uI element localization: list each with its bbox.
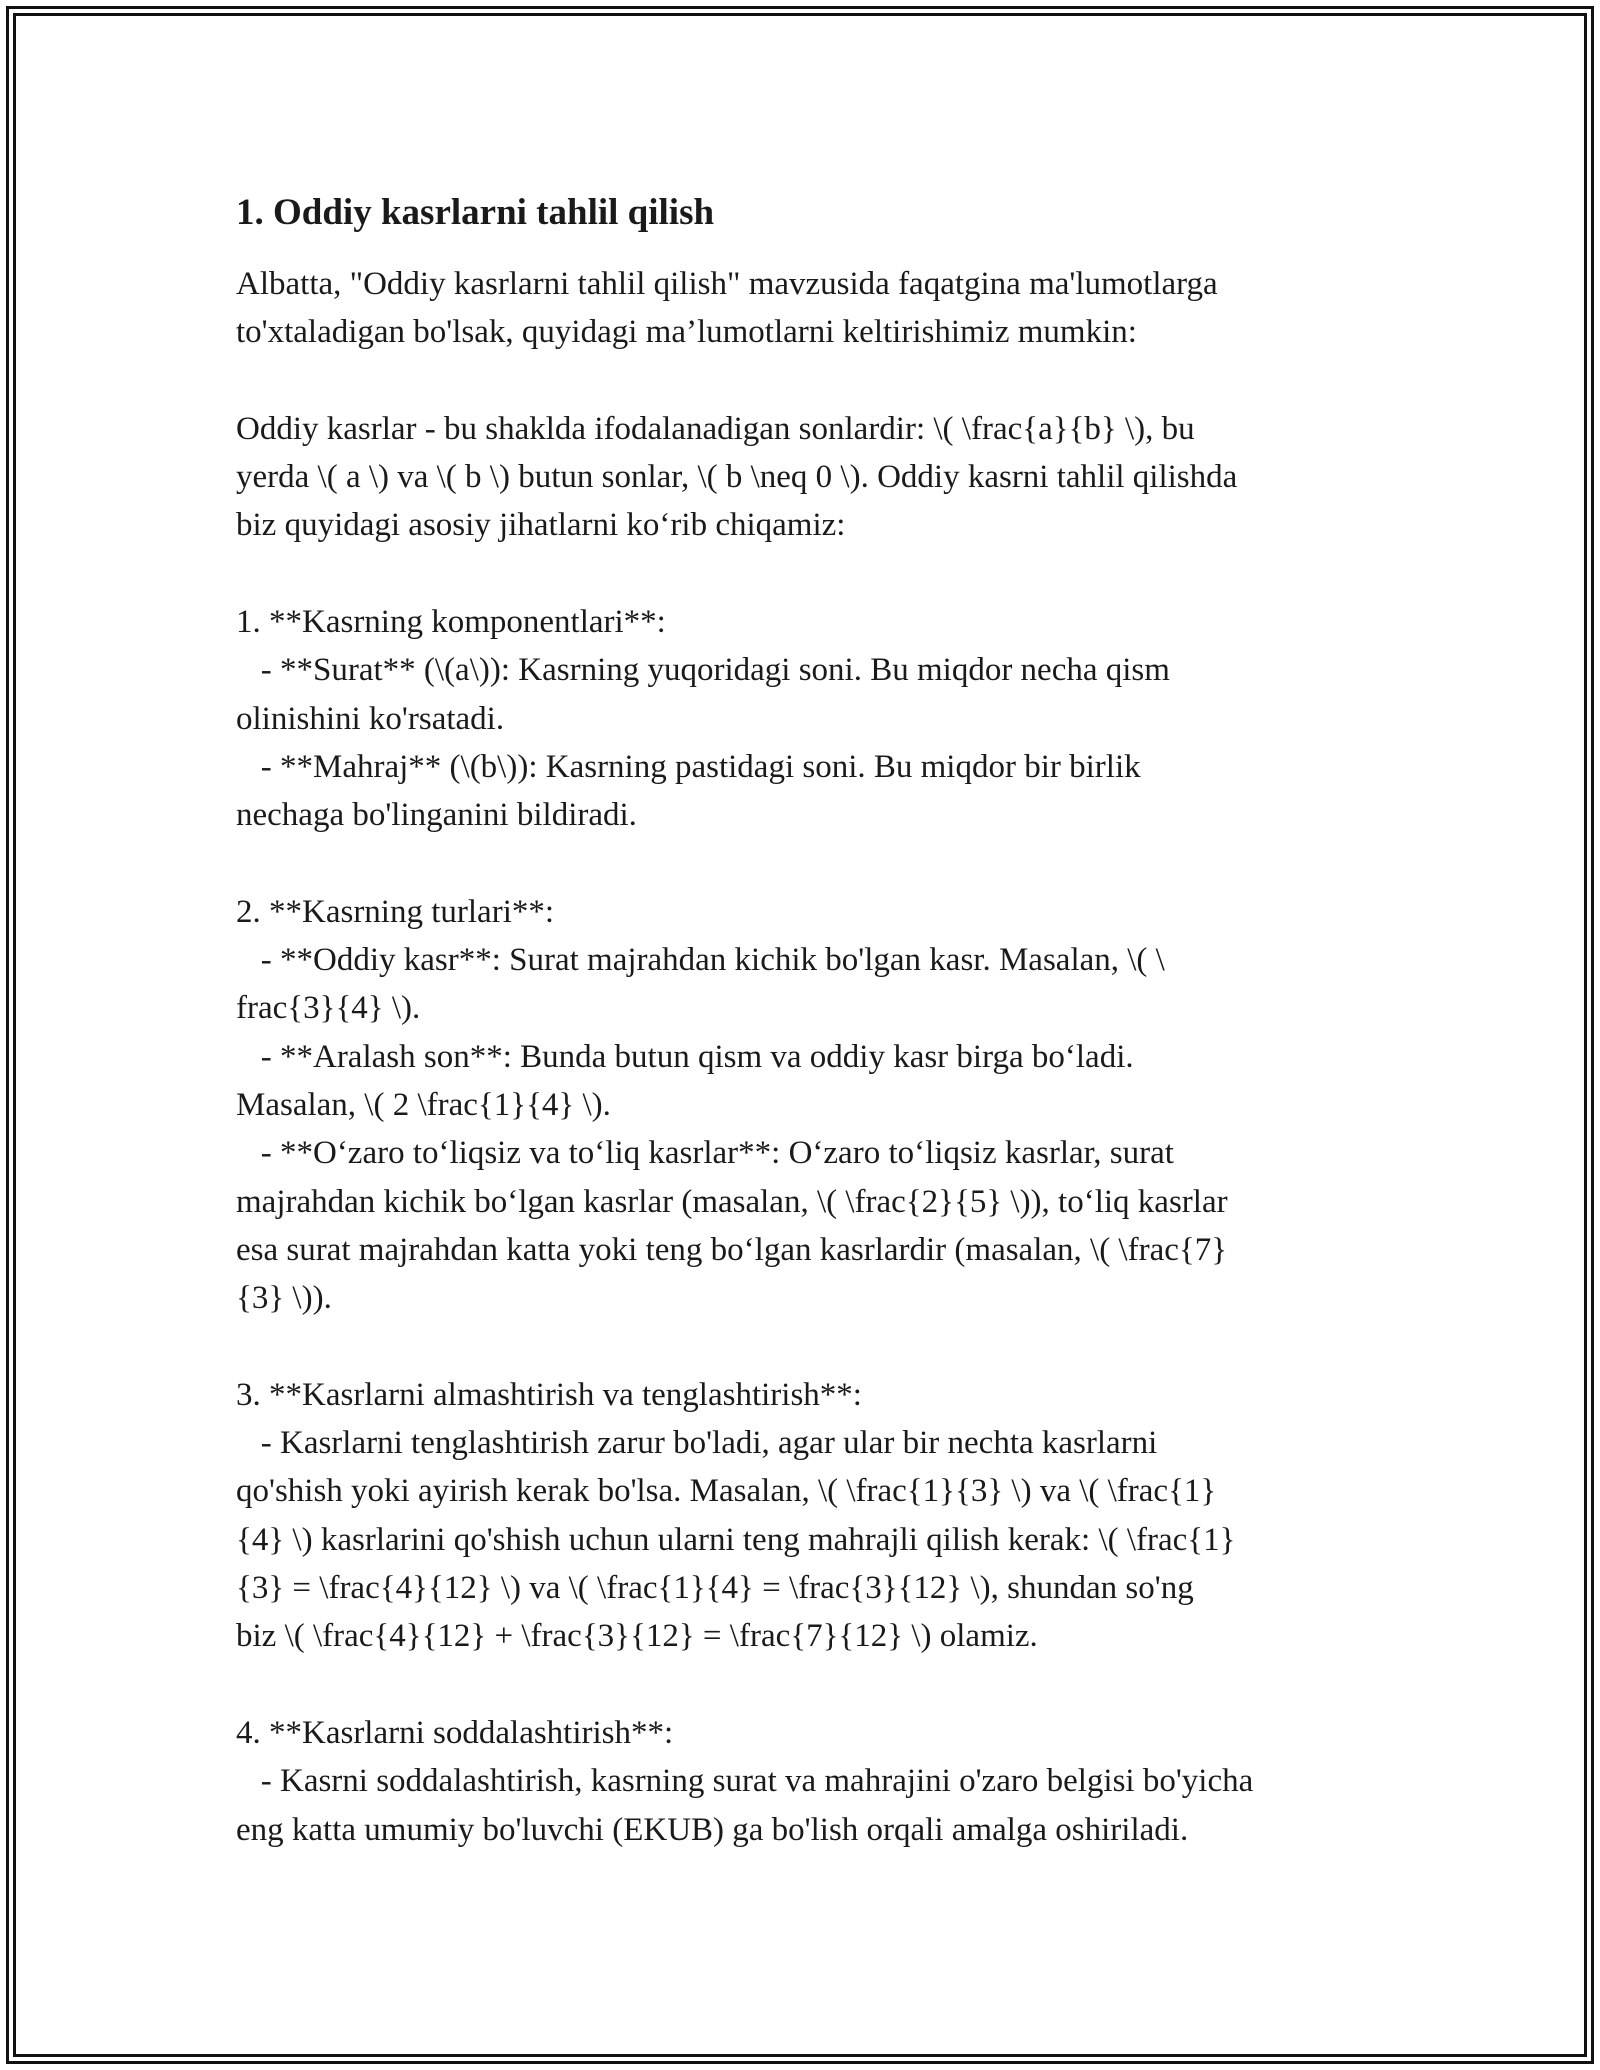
document-content (236, 188, 1376, 1854)
document-title: 1. Oddiy kasrlarni tahlil qilish (236, 192, 715, 233)
document-body: Albatta, "Oddiy kasrlarni tahlil qilish" mavzusida faqatgina ma'lumotlarga to'xtaladigan bo'lsak, quyidagi ma’lumotlarni keltirishimiz mumkin: Oddiy kasrlar - bu shaklda ifodalanadigan sonlardir: \( \frac{a}{b} \), bu yerda \( a \) va \( b \) butun sonlar, \( b \neq 0 \). Oddiy kasrni tahlil qilishda biz quyidagi asosiy jihatlarni ko‘rib chiqamiz: 1. **Kasrning komponentlari**: - **Surat** (\(a\)): Kasrning yuqoridagi soni. Bu miqdor necha qism olinishini ko'rsatadi. - **Mahraj** (\(b\)): Kasrning pastidagi soni. Bu miqdor bir birlik nechaga bo'linganini bildiradi. 2. **Kasrning turlari**: - **Oddiy kasr**: Surat majrahdan kichik bo'lgan kasr. Masalan, \( \ frac{3}{4} \). - **Aralash son**: Bunda butun qism va oddiy kasr birga bo‘ladi. Masalan, \( 2 \frac{1}{4} \). - **O‘zaro to‘liqsiz va to‘liq kasrlar**: O‘zaro to‘liqsiz kasrlar, surat majrahdan kichik bo‘lgan kasrlar (masalan, \( \frac{2}{5} \)), to‘liq kasrlar esa surat majrahdan katta yoki teng bo‘lgan kasrlardir (masalan, \( \frac{7} {3} \)). 3. **Kasrlarni almashtirish va tenglashtirish**: - Kasrlarni tenglashtirish zarur bo'ladi, agar ular bir nechta kasrlarni qo'shish yoki ayirish kerak bo'lsa. Masalan, \( \frac{1}{3} \) va \( \frac{1} {4} \) kasrlarini qo'shish uchun ularni teng mahrajli qilish kerak: \( \frac{1} {3} = \frac{4}{12} \) va \( \frac{1}{4} = \frac{3}{12} \), shundan so'ng biz \( \frac{4}{12} + \frac{3}{12} = \frac{7}{12} \) olamiz. 4. **Kasrlarni soddalashtirish**: - Kasrni soddalashtirish, kasrning surat va mahrajini o'zaro belgisi bo'yicha eng katta umumiy bo'luvchi (EKUB) ga bo'lish orqali amalga oshiriladi. (236, 266, 1254, 1848)
